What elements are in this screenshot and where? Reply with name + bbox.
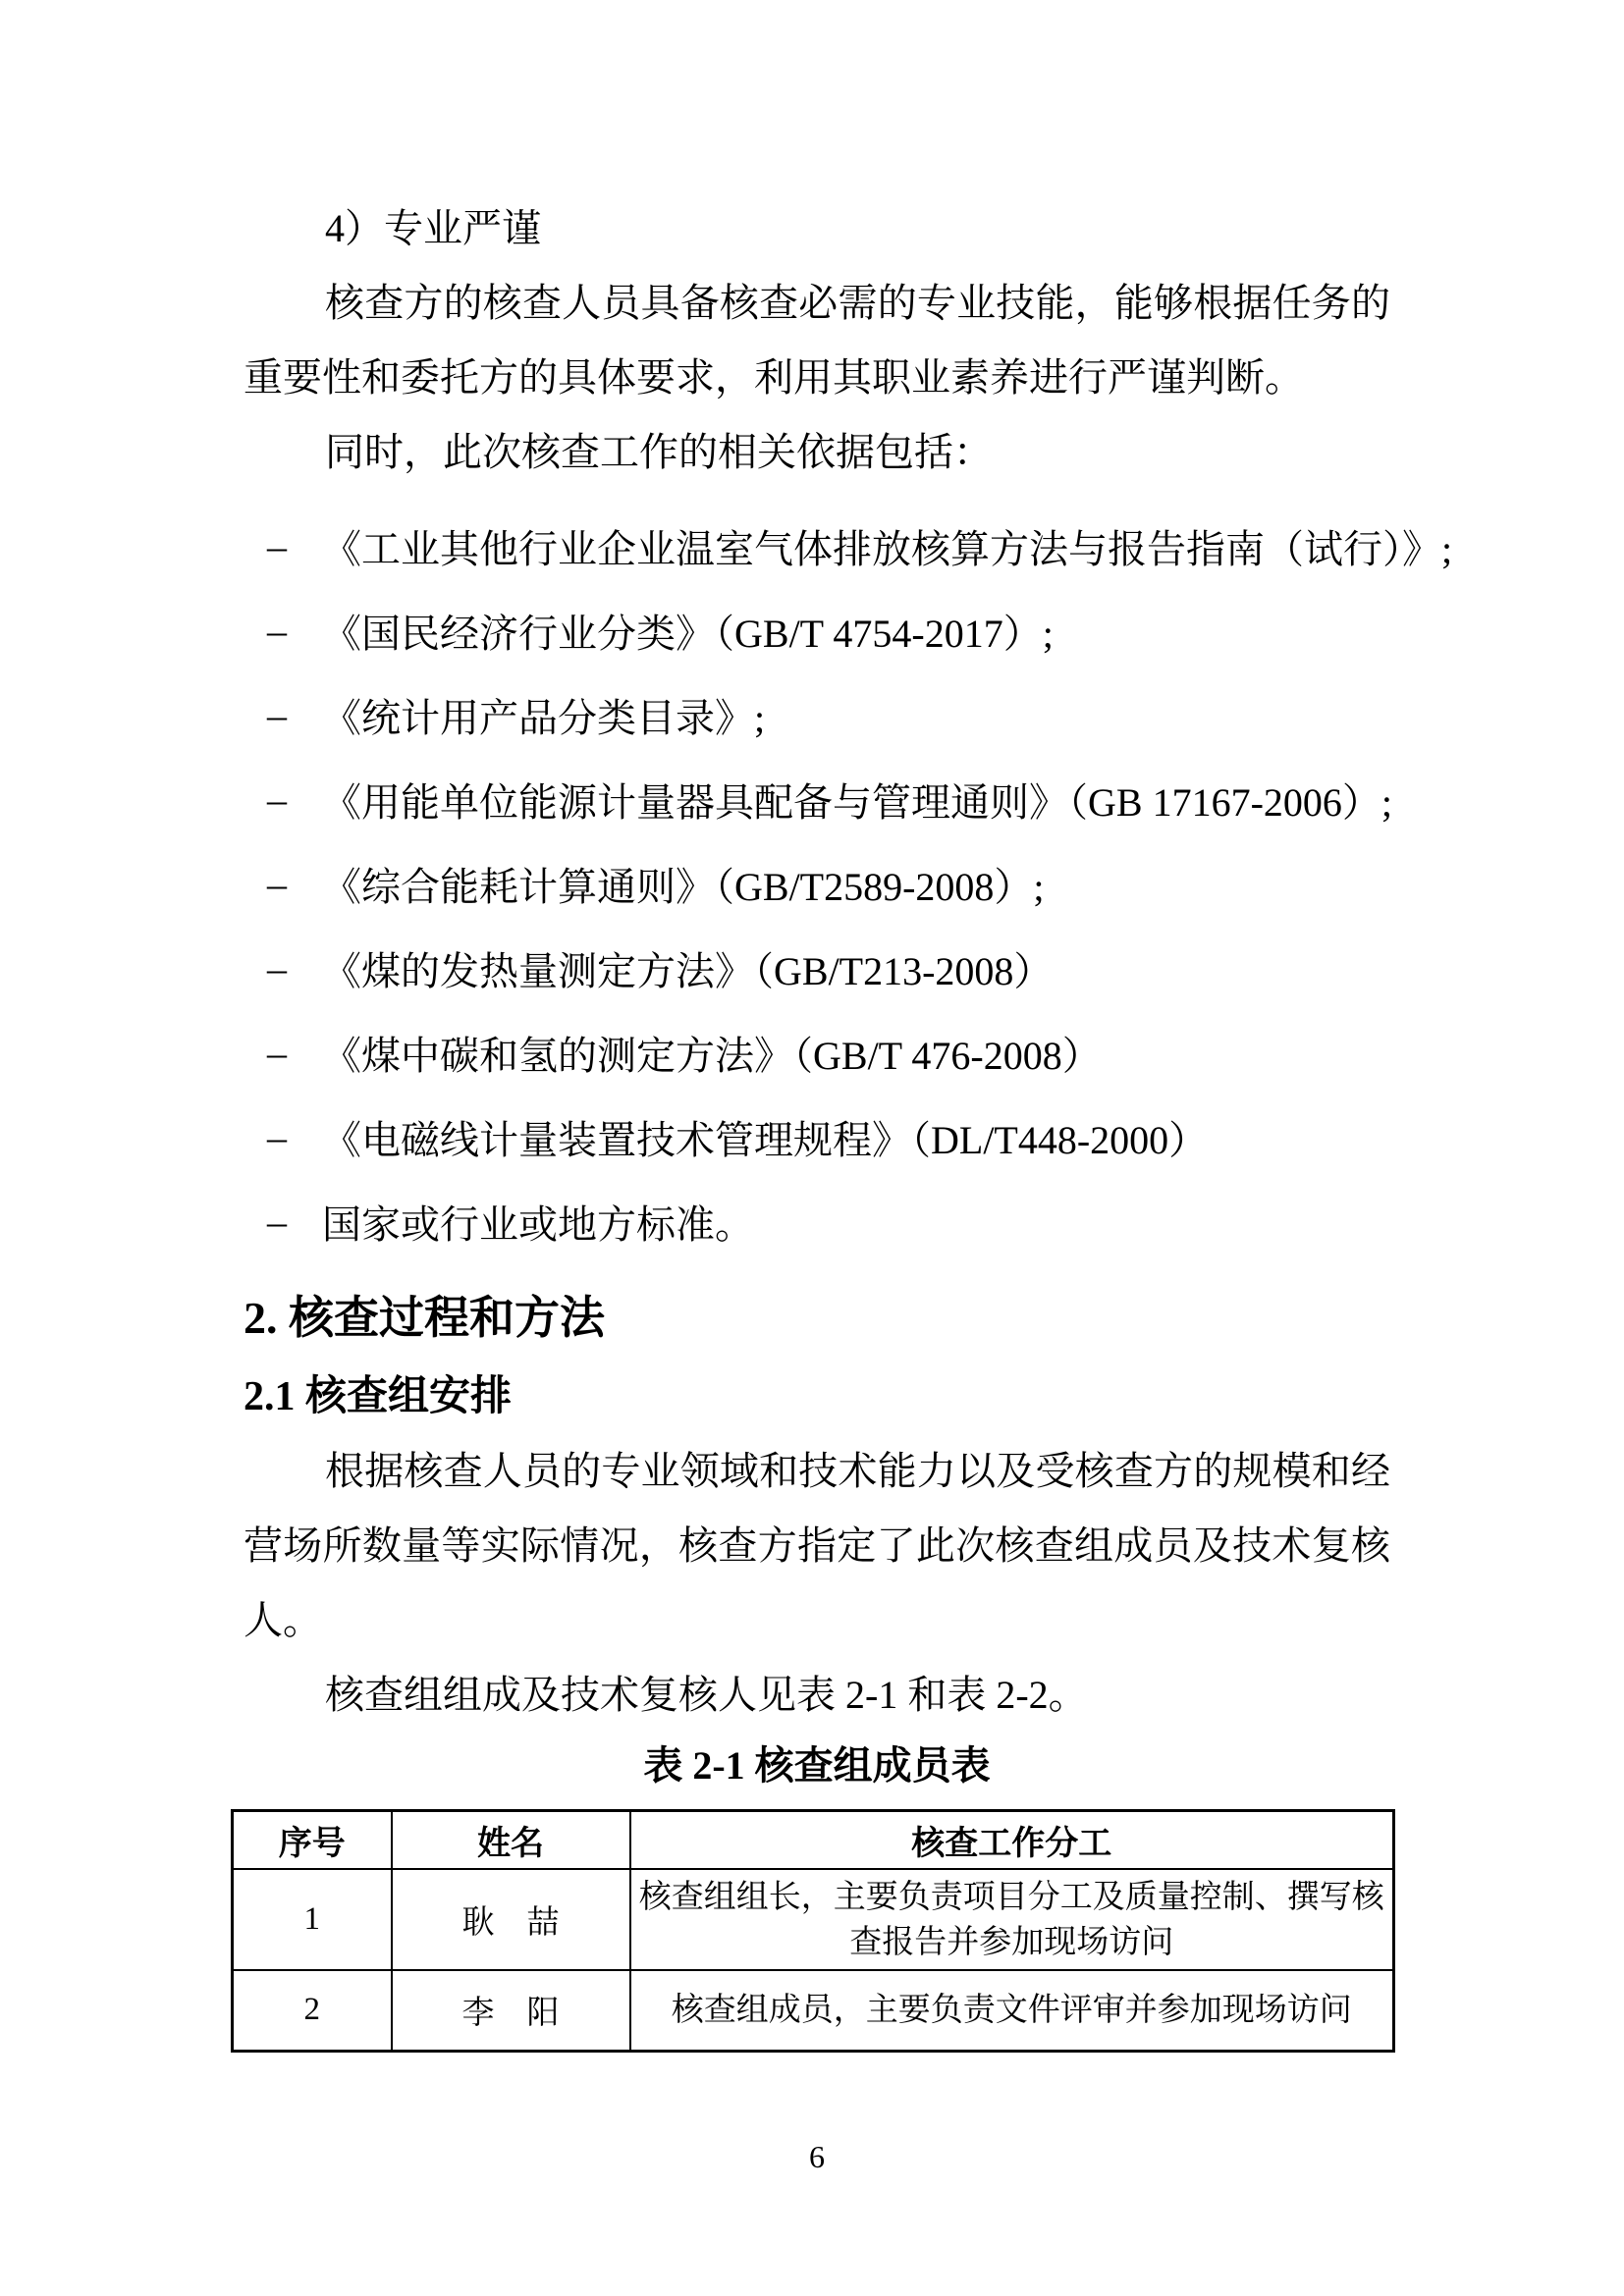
reference-text: 《用能单位能源计量器具配备与管理通则》（GB 17167-2006）; bbox=[322, 779, 1392, 825]
dash-bullet: – bbox=[267, 1030, 287, 1075]
section-title-2: 2. 核查过程和方法 bbox=[244, 1293, 605, 1343]
reference-item bbox=[267, 504, 1453, 588]
table-row bbox=[233, 1970, 1394, 2051]
reference-list bbox=[244, 504, 1453, 1263]
dash-bullet: – bbox=[267, 523, 287, 568]
reference-item bbox=[267, 1095, 1390, 1179]
reference-text: 国家或行业或地方标准。 bbox=[322, 1201, 754, 1247]
dash-bullet: – bbox=[267, 776, 287, 822]
dash-bullet: – bbox=[267, 945, 287, 990]
reference-text: 《综合能耗计算通则》（GB/T2589-2008）; bbox=[322, 864, 1045, 909]
reference-text: 《工业其他行业企业温室气体排放核算方法与报告指南（试行）》; bbox=[322, 526, 1453, 571]
paragraph-professional-rigor: 核查方的核查人员具备核查必需的专业技能，能够根据任务的重要性和委托方的具体要求，利用其职业素养进行严谨判断。 bbox=[244, 281, 1390, 400]
header-cell-no: 序号 bbox=[233, 1811, 392, 1870]
subsection-title-2-1: 2.1 核查组安排 bbox=[244, 1374, 513, 1419]
cell-name: 耿 喆 bbox=[392, 1869, 630, 1970]
reference-item bbox=[267, 588, 1390, 672]
reference-item bbox=[267, 841, 1390, 926]
table-caption: 表 2-1 核查组成员表 bbox=[643, 1743, 991, 1788]
dash-bullet: – bbox=[267, 861, 287, 906]
table-header-row bbox=[233, 1811, 1394, 1870]
paragraph-basis-intro: 同时，此次核查工作的相关依据包括： bbox=[325, 430, 993, 474]
reference-item bbox=[267, 757, 1390, 841]
table-row bbox=[233, 1869, 1394, 1970]
reference-item bbox=[267, 1010, 1390, 1095]
dash-bullet: – bbox=[267, 692, 287, 737]
cell-no: 1 bbox=[233, 1869, 392, 1970]
verification-team-table bbox=[231, 1809, 1395, 2053]
dash-bullet: – bbox=[267, 608, 287, 653]
list-item-heading: 4）专业严谨 bbox=[325, 206, 541, 250]
dash-bullet: – bbox=[267, 1199, 287, 1244]
cell-duty: 核查组成员，主要负责文件评审并参加现场访问 bbox=[630, 1970, 1394, 2051]
dash-bullet: – bbox=[267, 1114, 287, 1159]
paragraph-team-arrangement: 根据核查人员的专业领域和技术能力以及受核查方的规模和经营场所数量等实际情况，核查方指定了此次核查组成员及技术复核人。 bbox=[244, 1449, 1390, 1642]
header-cell-duty: 核查工作分工 bbox=[630, 1811, 1394, 1870]
cell-no: 2 bbox=[233, 1970, 392, 2051]
cell-name: 李 阳 bbox=[392, 1970, 630, 2051]
page-number: 6 bbox=[809, 2138, 825, 2174]
reference-text: 《国民经济行业分类》（GB/T 4754-2017）; bbox=[322, 611, 1054, 656]
reference-text: 《煤中碳和氢的测定方法》（GB/T 476-2008） bbox=[322, 1033, 1102, 1078]
reference-text: 《煤的发热量测定方法》（GB/T213-2008） bbox=[322, 948, 1054, 993]
cell-duty: 核查组组长，主要负责项目分工及质量控制、撰写核查报告并参加现场访问 bbox=[630, 1869, 1394, 1970]
reference-item bbox=[267, 926, 1390, 1010]
paragraph-see-tables: 核查组组成及技术复核人见表 2-1 和表 2-2。 bbox=[325, 1673, 1088, 1717]
reference-item bbox=[267, 1179, 1390, 1263]
reference-text: 《统计用产品分类目录》; bbox=[322, 695, 766, 740]
reference-item bbox=[267, 672, 1390, 757]
reference-text: 《电磁线计量装置技术管理规程》（DL/T448-2000） bbox=[322, 1117, 1209, 1162]
header-cell-name: 姓名 bbox=[392, 1811, 630, 1870]
